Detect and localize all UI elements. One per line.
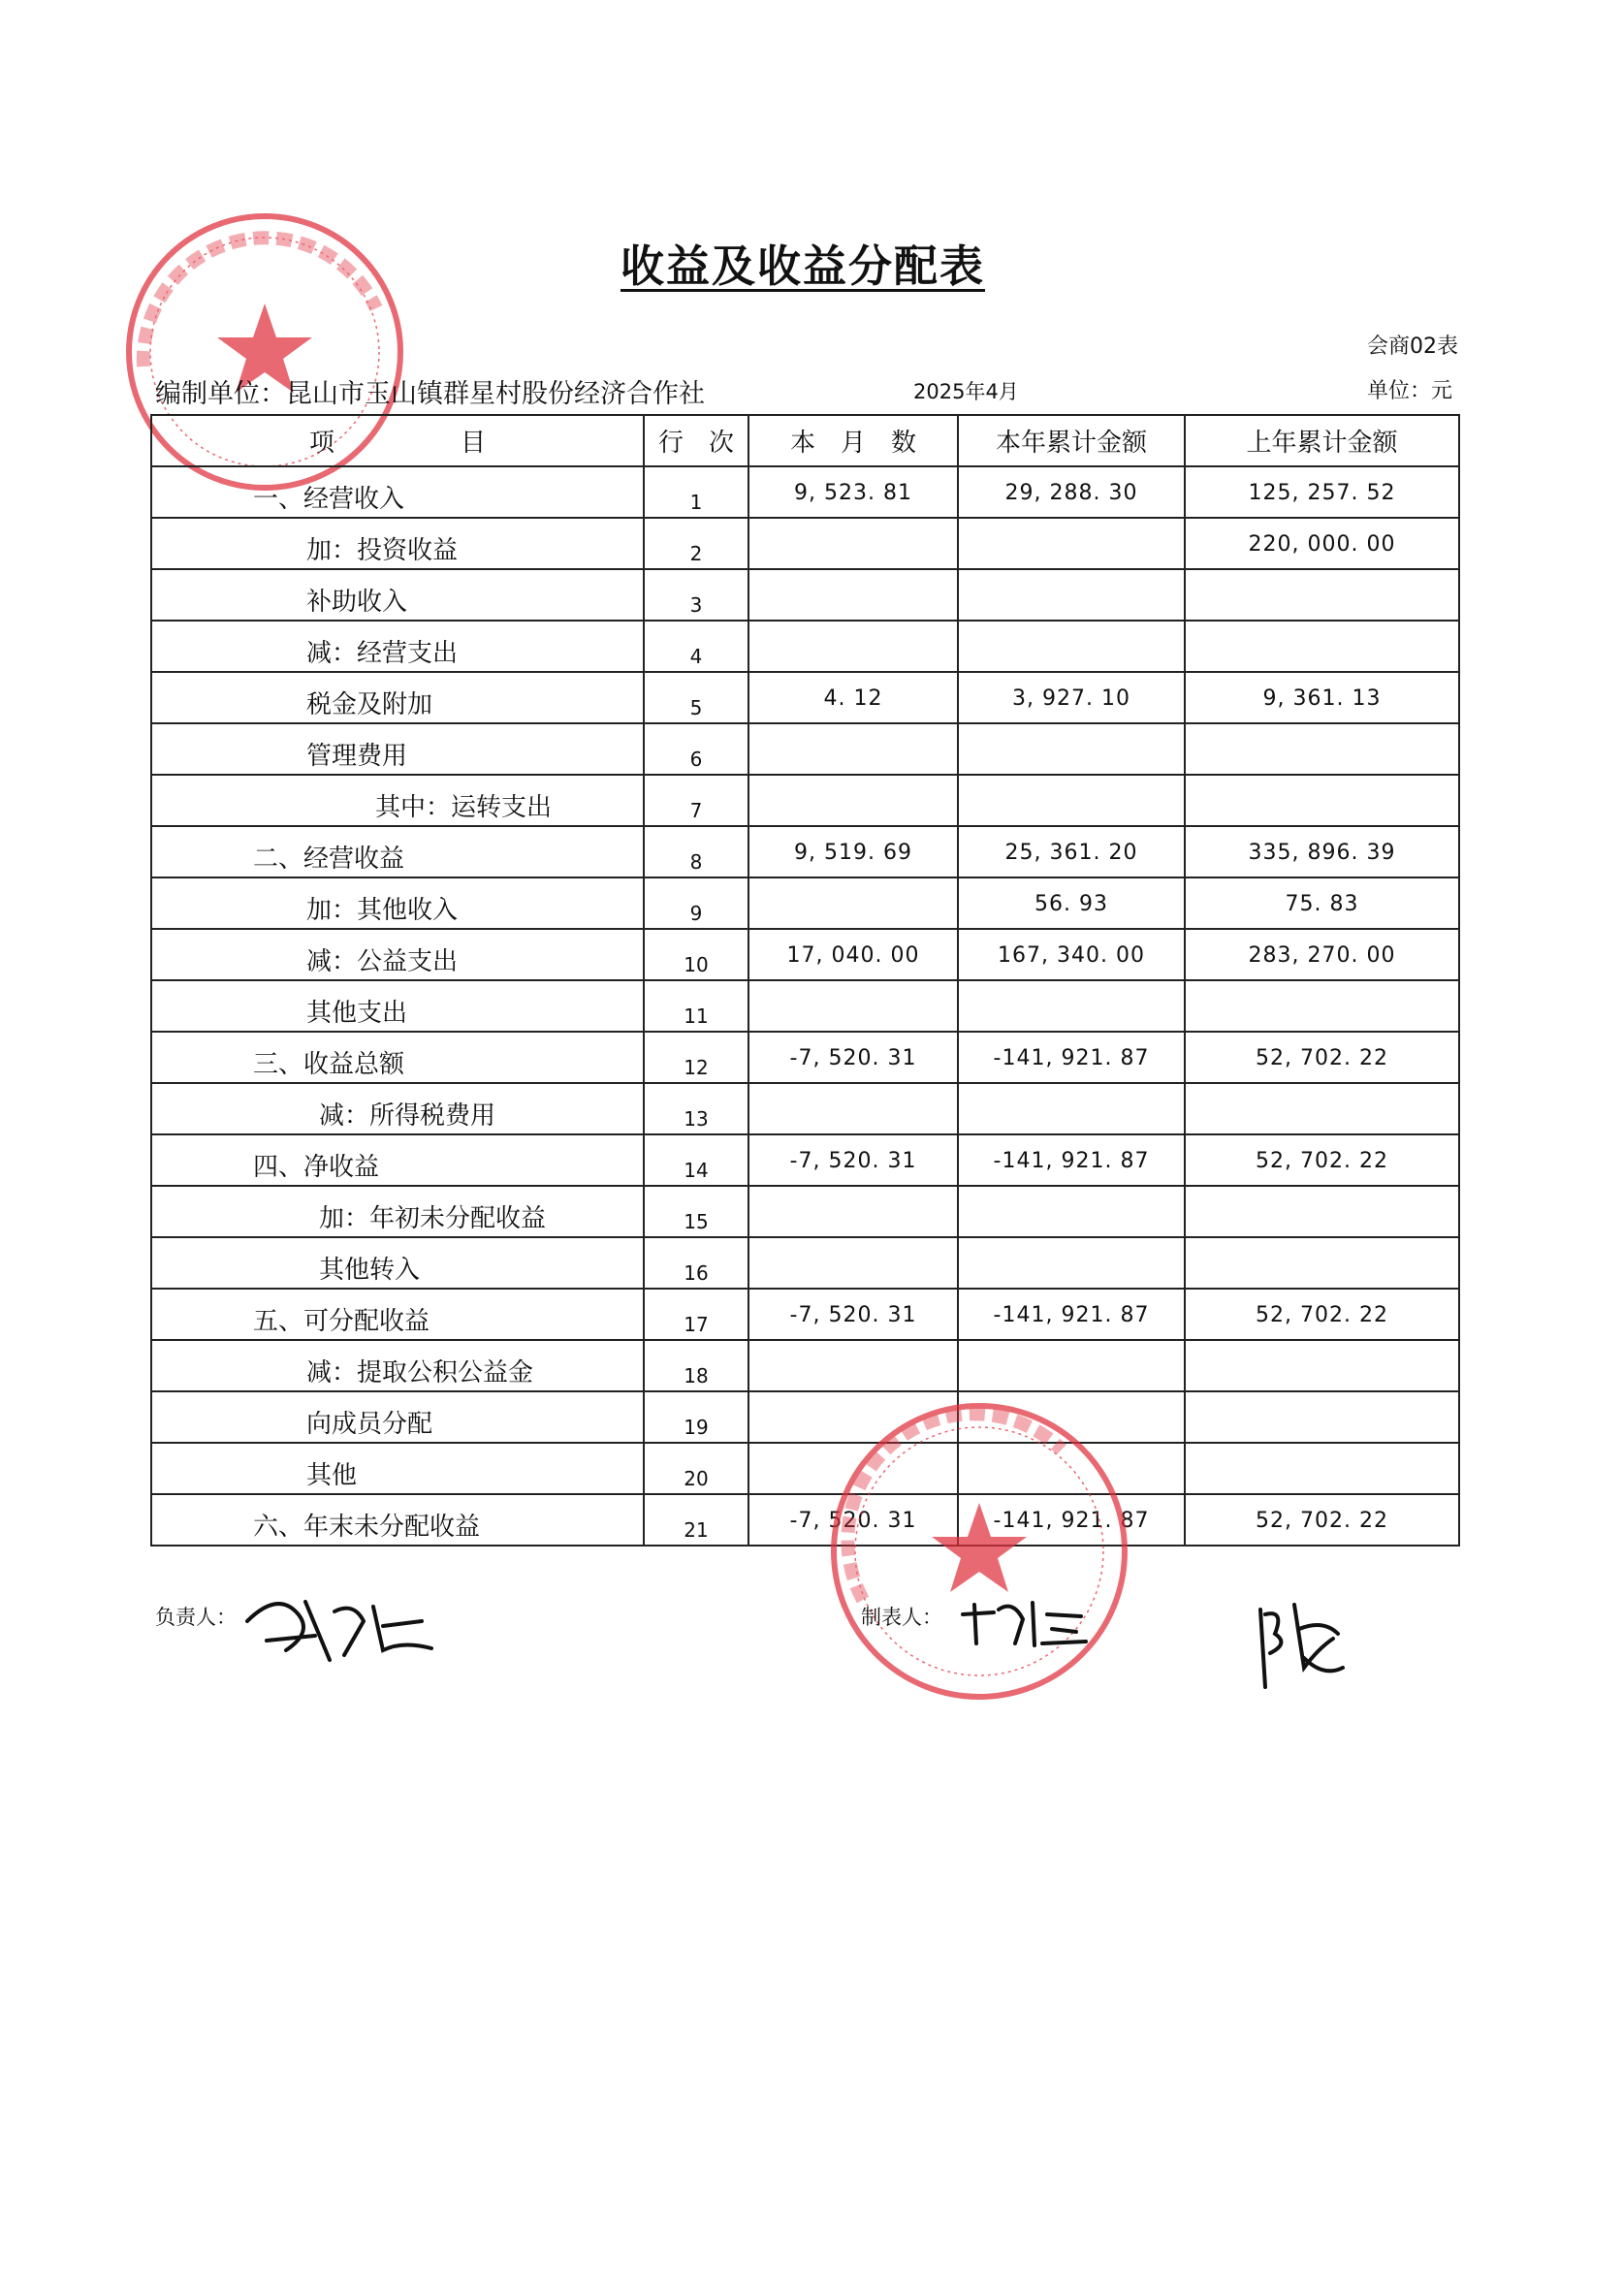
row-ytd	[958, 980, 1185, 1032]
row-item: 其他支出	[151, 980, 644, 1032]
table-row	[151, 1134, 1459, 1186]
header-prior-ytd: 上年累计金额	[1185, 415, 1459, 466]
page-title: 收益及收益分配表	[621, 240, 986, 292]
header-ytd: 本年累计金额	[958, 415, 1185, 466]
row-prior-ytd	[1185, 980, 1459, 1032]
row-line: 11	[644, 980, 748, 1032]
row-ytd: -141, 921. 87	[958, 1289, 1185, 1340]
row-prior-ytd	[1185, 621, 1459, 672]
row-current-month	[748, 518, 958, 569]
row-ytd: 56. 93	[958, 877, 1185, 929]
row-ytd	[958, 569, 1185, 621]
table-row	[151, 775, 1459, 826]
row-prior-ytd: 52, 702. 22	[1185, 1032, 1459, 1083]
table-row	[151, 1443, 1459, 1494]
row-line: 14	[644, 1134, 748, 1186]
row-current-month: -7, 520. 31	[748, 1134, 958, 1186]
table-row	[151, 1186, 1459, 1237]
row-line: 16	[644, 1237, 748, 1289]
row-current-month: 17, 040. 00	[748, 929, 958, 980]
table-row	[151, 877, 1459, 929]
row-line: 4	[644, 621, 748, 672]
table-row	[151, 466, 1459, 518]
row-line: 6	[644, 723, 748, 775]
row-current-month	[748, 1340, 958, 1391]
table-row	[151, 1391, 1459, 1443]
row-item: 四、净收益	[151, 1134, 644, 1186]
row-ytd: 167, 340. 00	[958, 929, 1185, 980]
row-ytd	[958, 723, 1185, 775]
row-current-month: 9, 519. 69	[748, 826, 958, 877]
row-prior-ytd	[1185, 1083, 1459, 1134]
table-row	[151, 1083, 1459, 1134]
row-ytd	[958, 775, 1185, 826]
table-row	[151, 621, 1459, 672]
table-header-row	[151, 415, 1459, 466]
row-current-month	[748, 621, 958, 672]
table-row	[151, 1340, 1459, 1391]
row-item: 其他转入	[151, 1237, 644, 1289]
row-ytd: -141, 921. 87	[958, 1494, 1185, 1546]
header-line: 行 次	[644, 415, 748, 466]
row-item: 税金及附加	[151, 672, 644, 723]
row-item: 五、可分配收益	[151, 1289, 644, 1340]
table-row	[151, 569, 1459, 621]
row-line: 1	[644, 466, 748, 518]
row-line: 2	[644, 518, 748, 569]
row-line: 19	[644, 1391, 748, 1443]
row-ytd	[958, 1237, 1185, 1289]
row-current-month	[748, 980, 958, 1032]
row-ytd	[958, 518, 1185, 569]
row-line: 5	[644, 672, 748, 723]
row-current-month	[748, 1237, 958, 1289]
row-item: 六、年末未分配收益	[151, 1494, 644, 1546]
header-item: 项 目	[151, 415, 644, 466]
cooperative-seal-bottom	[819, 1391, 1139, 1711]
row-prior-ytd: 52, 702. 22	[1185, 1134, 1459, 1186]
row-ytd	[958, 621, 1185, 672]
row-current-month	[748, 877, 958, 929]
table-row	[151, 980, 1459, 1032]
row-ytd	[958, 1340, 1185, 1391]
row-prior-ytd: 9, 361. 13	[1185, 672, 1459, 723]
responsible-label: 负责人：	[155, 1606, 237, 1629]
row-current-month: -7, 520. 31	[748, 1032, 958, 1083]
row-line: 3	[644, 569, 748, 621]
table-row	[151, 1032, 1459, 1083]
row-current-month: 4. 12	[748, 672, 958, 723]
row-prior-ytd: 52, 702. 22	[1185, 1494, 1459, 1546]
compiler-unit: 编制单位：昆山市玉山镇群星村股份经济合作社	[155, 379, 705, 409]
row-prior-ytd	[1185, 1443, 1459, 1494]
row-current-month	[748, 569, 958, 621]
table-row	[151, 929, 1459, 980]
row-current-month: -7, 520. 31	[748, 1494, 958, 1546]
row-current-month	[748, 1186, 958, 1237]
row-prior-ytd	[1185, 1237, 1459, 1289]
row-line: 10	[644, 929, 748, 980]
row-item: 向成员分配	[151, 1391, 644, 1443]
currency-unit: 单位：元	[1367, 379, 1453, 403]
row-prior-ytd: 283, 270. 00	[1185, 929, 1459, 980]
header-current-month: 本 月 数	[748, 415, 958, 466]
row-ytd: 29, 288. 30	[958, 466, 1185, 518]
row-item: 加：投资收益	[151, 518, 644, 569]
table-row	[151, 1494, 1459, 1546]
row-current-month	[748, 723, 958, 775]
row-item: 补助收入	[151, 569, 644, 621]
row-prior-ytd	[1185, 569, 1459, 621]
row-prior-ytd: 335, 896. 39	[1185, 826, 1459, 877]
row-item: 减：所得税费用	[151, 1083, 644, 1134]
row-item: 二、经营收益	[151, 826, 644, 877]
row-item: 减：经营支出	[151, 621, 644, 672]
row-line: 12	[644, 1032, 748, 1083]
reviewer-signature	[1246, 1590, 1352, 1697]
preparer-signature	[955, 1595, 1091, 1653]
row-ytd	[958, 1083, 1185, 1134]
row-item: 管理费用	[151, 723, 644, 775]
row-current-month	[748, 775, 958, 826]
table-row	[151, 1289, 1459, 1340]
row-prior-ytd	[1185, 1340, 1459, 1391]
table-row	[151, 723, 1459, 775]
row-item: 减：提取公积公益金	[151, 1340, 644, 1391]
report-period: 2025年4月	[913, 380, 1019, 403]
row-item: 一、经营收入	[151, 466, 644, 518]
responsible-signature	[238, 1582, 441, 1670]
row-item: 其他	[151, 1443, 644, 1494]
row-prior-ytd: 52, 702. 22	[1185, 1289, 1459, 1340]
row-line: 13	[644, 1083, 748, 1134]
row-line: 17	[644, 1289, 748, 1340]
row-current-month	[748, 1083, 958, 1134]
row-item: 其中：运转支出	[151, 775, 644, 826]
row-prior-ytd: 125, 257. 52	[1185, 466, 1459, 518]
table-row	[151, 518, 1459, 569]
row-current-month: 9, 523. 81	[748, 466, 958, 518]
form-code: 会商02表	[1367, 335, 1458, 359]
table-row	[151, 1237, 1459, 1289]
row-line: 21	[644, 1494, 748, 1546]
row-prior-ytd: 220, 000. 00	[1185, 518, 1459, 569]
row-line: 9	[644, 877, 748, 929]
row-current-month: -7, 520. 31	[748, 1289, 958, 1340]
row-line: 20	[644, 1443, 748, 1494]
row-ytd: 3, 927. 10	[958, 672, 1185, 723]
preparer-label: 制表人：	[861, 1606, 942, 1629]
row-line: 15	[644, 1186, 748, 1237]
row-item: 加：其他收入	[151, 877, 644, 929]
row-line: 18	[644, 1340, 748, 1391]
row-ytd: -141, 921. 87	[958, 1134, 1185, 1186]
row-prior-ytd	[1185, 723, 1459, 775]
row-prior-ytd	[1185, 1186, 1459, 1237]
income-distribution-table	[150, 414, 1460, 1547]
row-prior-ytd	[1185, 1391, 1459, 1443]
row-item: 减：公益支出	[151, 929, 644, 980]
table-row	[151, 826, 1459, 877]
row-ytd: 25, 361. 20	[958, 826, 1185, 877]
row-ytd: -141, 921. 87	[958, 1032, 1185, 1083]
row-prior-ytd	[1185, 775, 1459, 826]
row-line: 7	[644, 775, 748, 826]
row-ytd	[958, 1186, 1185, 1237]
row-line: 8	[644, 826, 748, 877]
row-item: 三、收益总额	[151, 1032, 644, 1083]
row-item: 加：年初未分配收益	[151, 1186, 644, 1237]
table-row	[151, 672, 1459, 723]
row-prior-ytd: 75. 83	[1185, 877, 1459, 929]
